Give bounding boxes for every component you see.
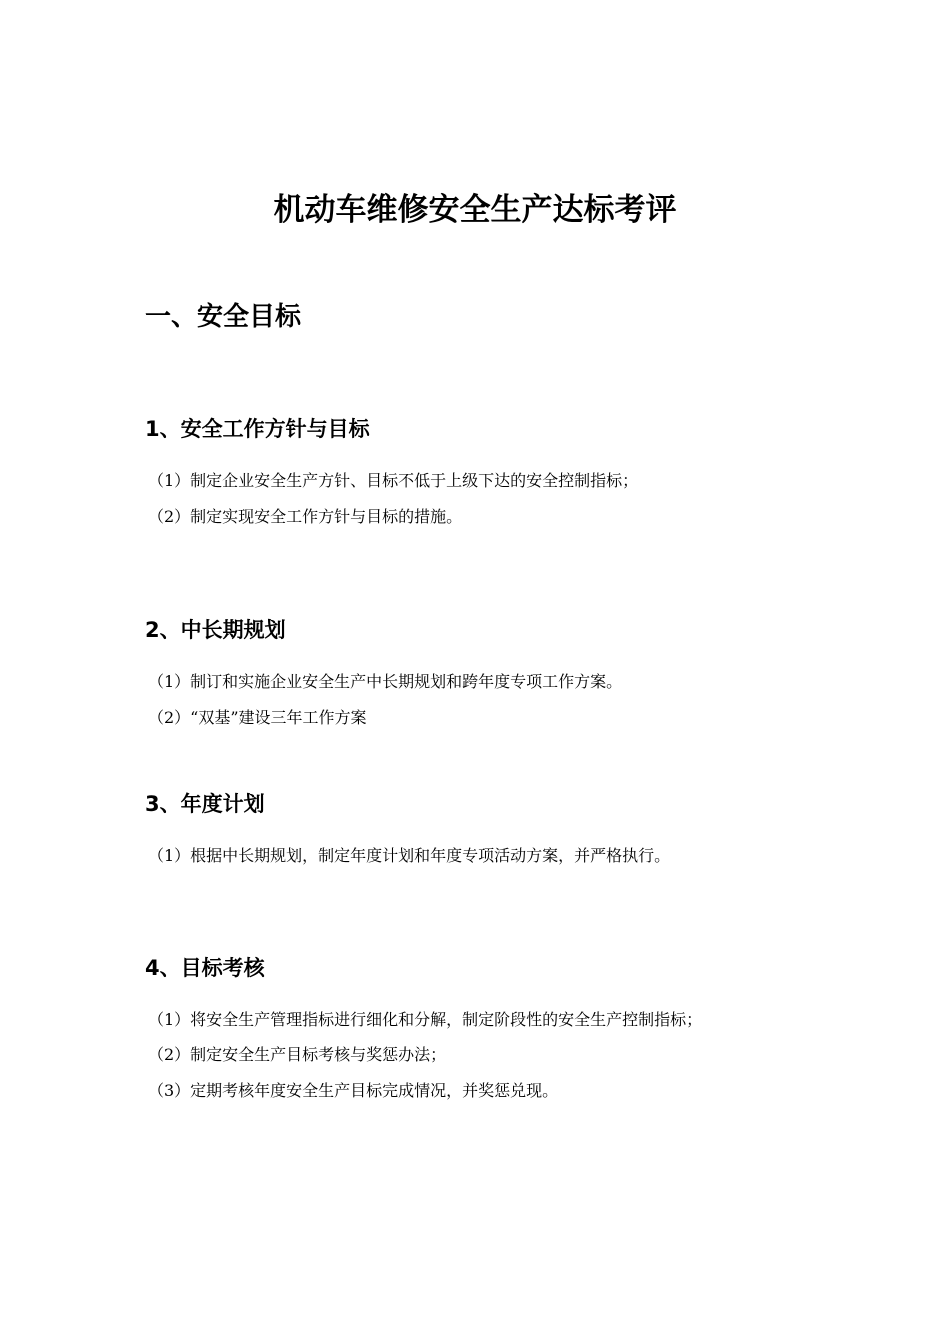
list-item: （2）制定实现安全工作方针与目标的措施。 — [148, 507, 463, 526]
subsection-heading-1: 1、安全工作方针与目标 — [145, 417, 370, 441]
list-item: （1）将安全生产管理指标进行细化和分解，制定阶段性的安全生产控制指标； — [148, 1010, 703, 1029]
list-item: （1）制定企业安全生产方针、目标不低于上级下达的安全控制指标； — [148, 471, 639, 490]
list-item: （2）制定安全生产目标考核与奖惩办法； — [148, 1045, 447, 1064]
list-item: （1）制订和实施企业安全生产中长期规划和跨年度专项工作方案。 — [148, 672, 623, 691]
section-heading-safety-goals: 一、安全目标 — [145, 302, 302, 332]
document-title: 机动车维修安全生产达标考评 — [273, 192, 677, 228]
list-item: （3）定期考核年度安全生产目标完成情况，并奖惩兑现。 — [148, 1081, 559, 1100]
subsection-heading-3: 3、年度计划 — [145, 792, 265, 816]
subsection-heading-2: 2、中长期规划 — [145, 618, 286, 642]
list-item: （1）根据中长期规划，制定年度计划和年度专项活动方案，并严格执行。 — [148, 846, 671, 865]
list-item: （2）“双基”建设三年工作方案 — [148, 708, 367, 727]
subsection-heading-4: 4、目标考核 — [145, 956, 265, 980]
